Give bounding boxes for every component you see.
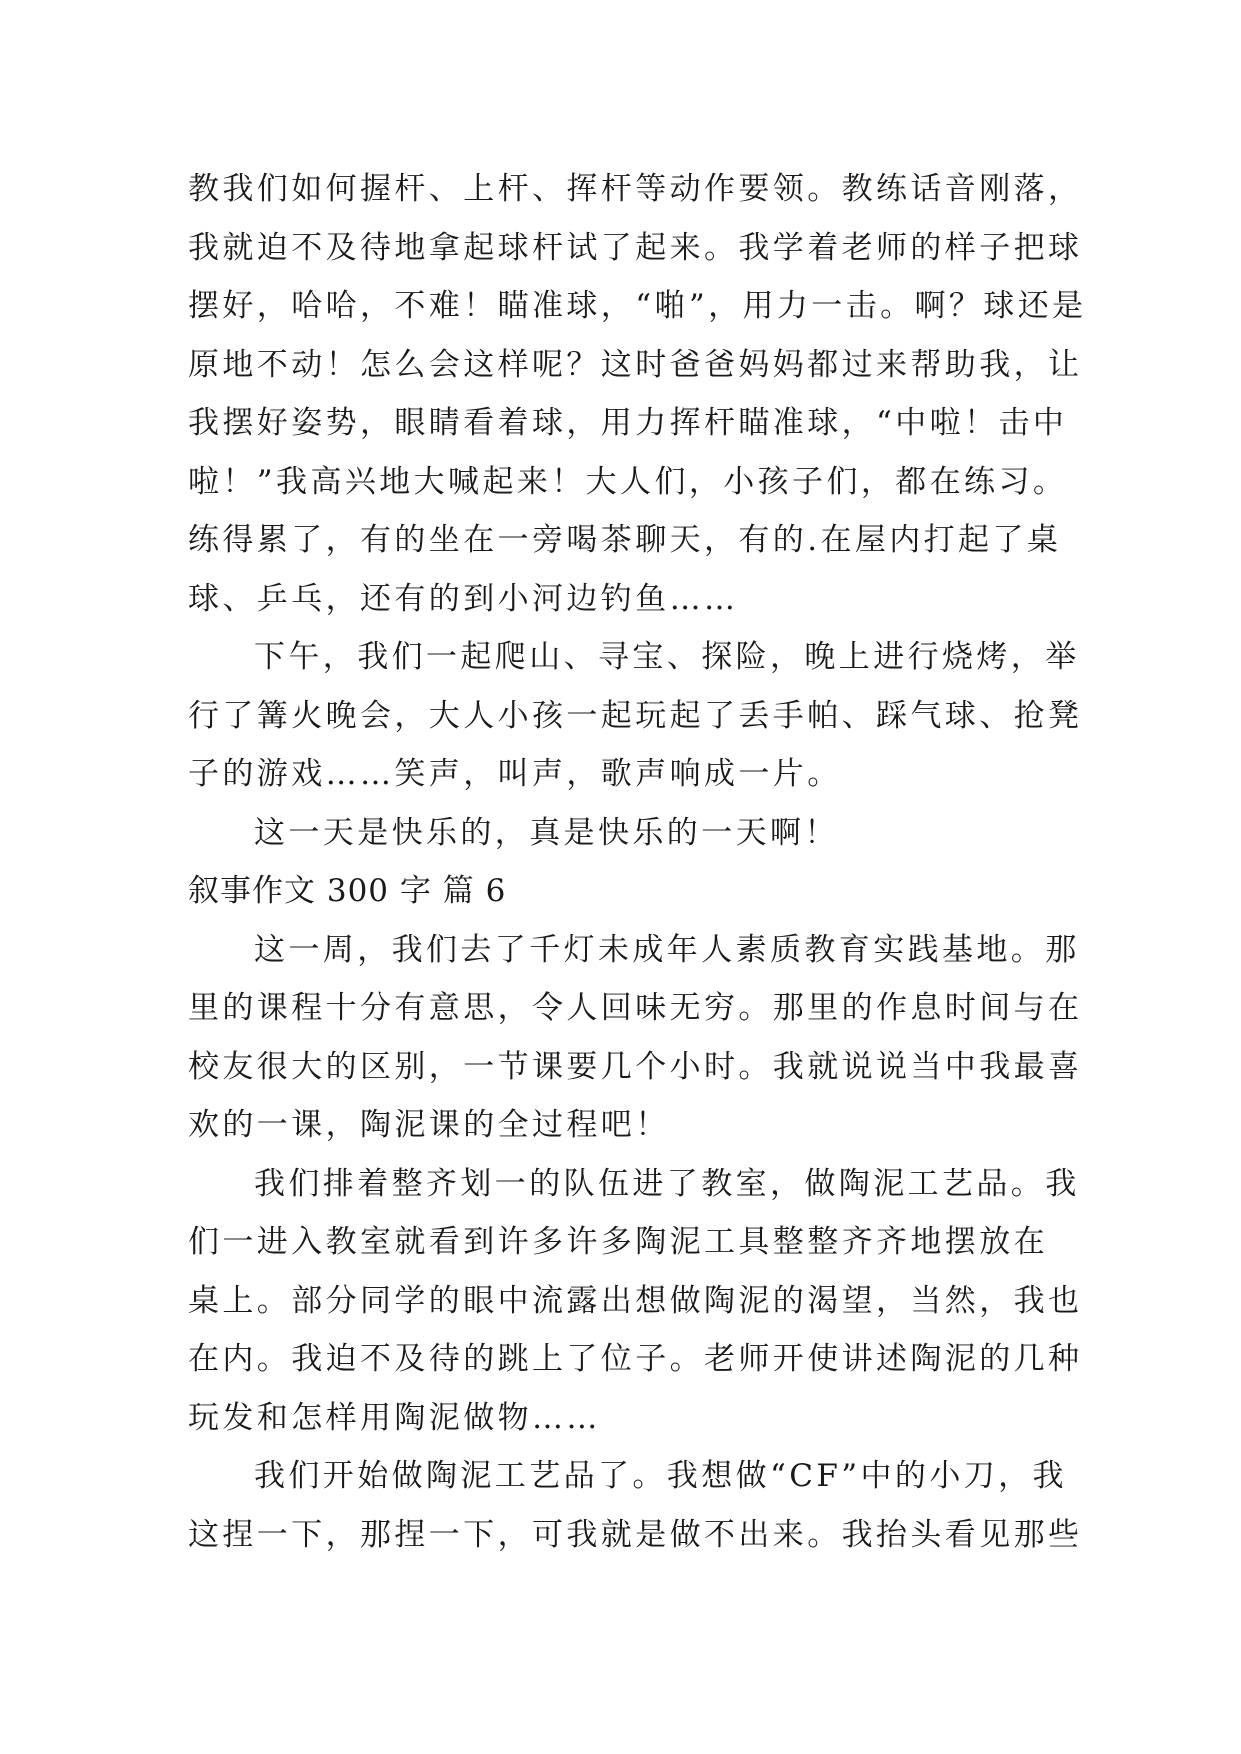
paragraph-start-line: 我们排着整齐划一的队伍进了教室，做陶泥工艺品。我 — [254, 1165, 1080, 1202]
paragraph-start-line: 下午，我们一起爬山、寻宝、探险，晚上进行烧烤，举 — [254, 639, 1080, 675]
text-line: 行了篝火晚会，大人小孩一起玩起了丢手帕、踩气球、抢凳 — [188, 697, 1083, 734]
text-line: 欢的一课，陶泥课的全过程吧！ — [188, 1107, 670, 1143]
text-line: 摆好，哈哈，不难！瞄准球，“啪”，用力一击。啊？球还是 — [188, 288, 1087, 324]
text-line: 子的游戏……笑声，叫声，歌声响成一片。 — [188, 756, 842, 792]
document-body — [188, 160, 1087, 1564]
text-line: 桌上。部分同学的眼中流露出想做陶泥的渴望，当然，我也 — [188, 1282, 1083, 1319]
text-line: 校友很大的区别，一节课要几个小时。我就说说当中我最喜 — [188, 1048, 1083, 1085]
text-line: 们一进入教室就看到许多许多陶泥工具整整齐齐地摆放在 — [188, 1224, 1048, 1260]
text-line: 啦！”我高兴地大喊起来！大人们，小孩子们，都在练习。 — [188, 463, 1068, 500]
text-line: 在内。我迫不及待的跳上了位子。老师开使讲述陶泥的几种 — [188, 1341, 1083, 1377]
text-line: 教我们如何握杆、上杆、挥杆等动作要领。教练话音刚落， — [188, 171, 1083, 207]
paragraph-start-line: 我们开始做陶泥工艺品了。我想做“CF”中的小刀，我 — [254, 1458, 1067, 1494]
text-line: 球、乒乓，还有的到小河边钓鱼…… — [188, 580, 739, 617]
text-line: 我摆好姿势，眼睛看着球，用力挥杆瞄准球，“中啦！击中 — [188, 405, 1068, 441]
paragraph-start-line: 这一天是快乐的，真是快乐的一天啊！ — [254, 814, 839, 851]
text-line: 这捏一下，那捏一下，可我就是做不出来。我抬头看见那些 — [188, 1516, 1083, 1553]
text-line: 玩发和怎样用陶泥做物…… — [188, 1399, 601, 1436]
text-line: 里的课程十分有意思，令人回味无穷。那里的作息时间与在 — [188, 990, 1083, 1026]
section-heading: 叙事作文 300 字 篇 6 — [188, 873, 507, 909]
text-line: 原地不动！怎么会这样呢？这时爸爸妈妈都过来帮助我，让 — [188, 346, 1083, 383]
text-line: 我就迫不及待地拿起球杆试了起来。我学着老师的样子把球 — [188, 229, 1083, 266]
paragraph-start-line: 这一周，我们去了千灯未成年人素质教育实践基地。那 — [254, 931, 1080, 968]
text-line: 练得累了，有的坐在一旁喝茶聊天，有的.在屋内打起了桌 — [188, 522, 1062, 558]
